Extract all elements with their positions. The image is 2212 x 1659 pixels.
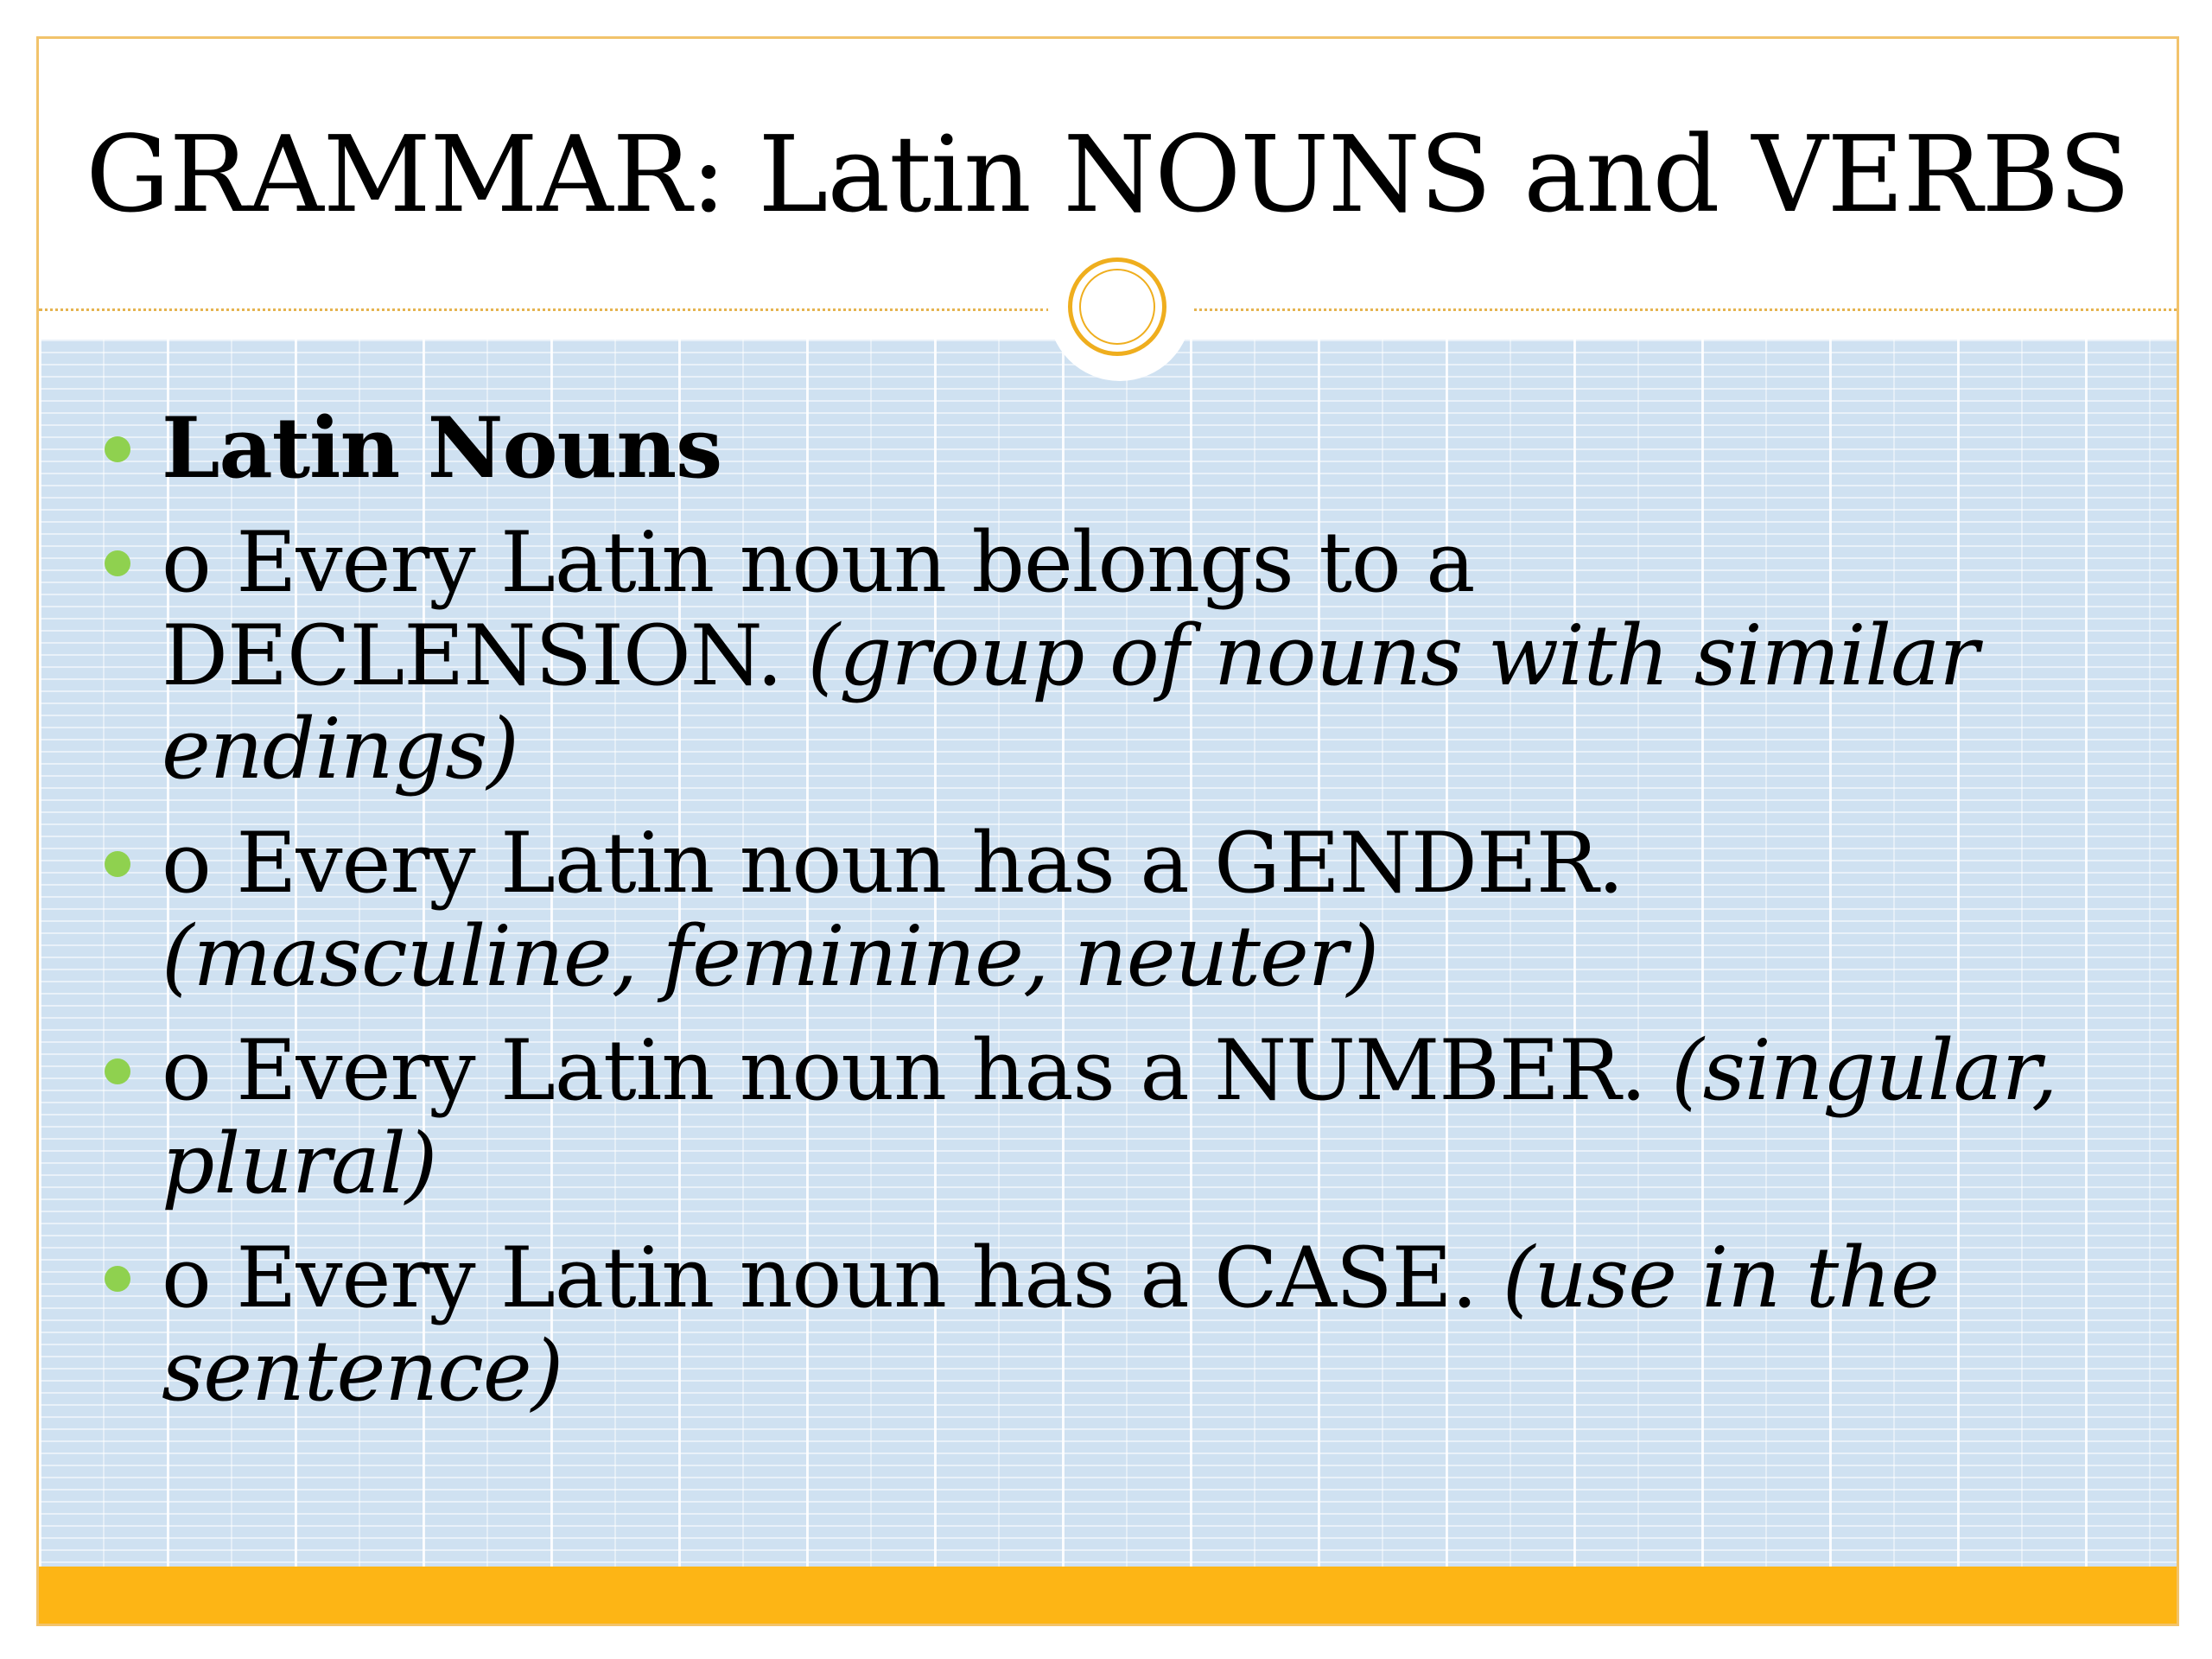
bullet-gender <box>39 817 2177 1003</box>
bullet-text: o Every Latin noun has a CASE. <box>162 1230 1503 1326</box>
bullet-heading-latin-nouns <box>39 399 2177 497</box>
slide-title: GRAMMAR: Latin NOUNS and VERBS <box>86 113 2130 236</box>
bullet-text: o Every Latin noun has a GENDER. <box>162 815 1624 912</box>
bullet-number <box>39 1024 2177 1211</box>
title-divider-left <box>39 308 1050 311</box>
bullet-heading-text: Latin Nouns <box>162 399 722 497</box>
bullet-text: o Every Latin noun has a NUMBER. <box>162 1022 1672 1119</box>
bullet-text: o Every Latin noun belongs to a DECLENSION. <box>162 514 1475 704</box>
bullet-note: (masculine, feminine, neuter) <box>162 908 1379 1005</box>
slide <box>36 36 2179 1626</box>
bullet-dot-icon <box>105 1058 130 1084</box>
bullet-declension <box>39 516 2177 796</box>
bullet-dot-icon <box>105 851 130 877</box>
bullet-note: (singular, plural) <box>162 1022 2057 1212</box>
inner-ring-icon <box>1079 269 1155 345</box>
bullet-note: (group of nouns with similar endings) <box>162 607 1979 798</box>
bullet-list <box>39 399 2177 1439</box>
bullet-dot-icon <box>105 1266 130 1292</box>
circle-ornament <box>1048 238 1192 381</box>
bottom-accent-bar <box>39 1567 2177 1626</box>
title-divider-right <box>1188 308 2179 311</box>
ring-icon <box>1068 257 1166 356</box>
bullet-dot-icon <box>105 436 130 462</box>
bullet-note: (use in the sentence) <box>162 1230 1939 1420</box>
bullet-case <box>39 1231 2177 1418</box>
bullet-dot-icon <box>105 550 130 576</box>
